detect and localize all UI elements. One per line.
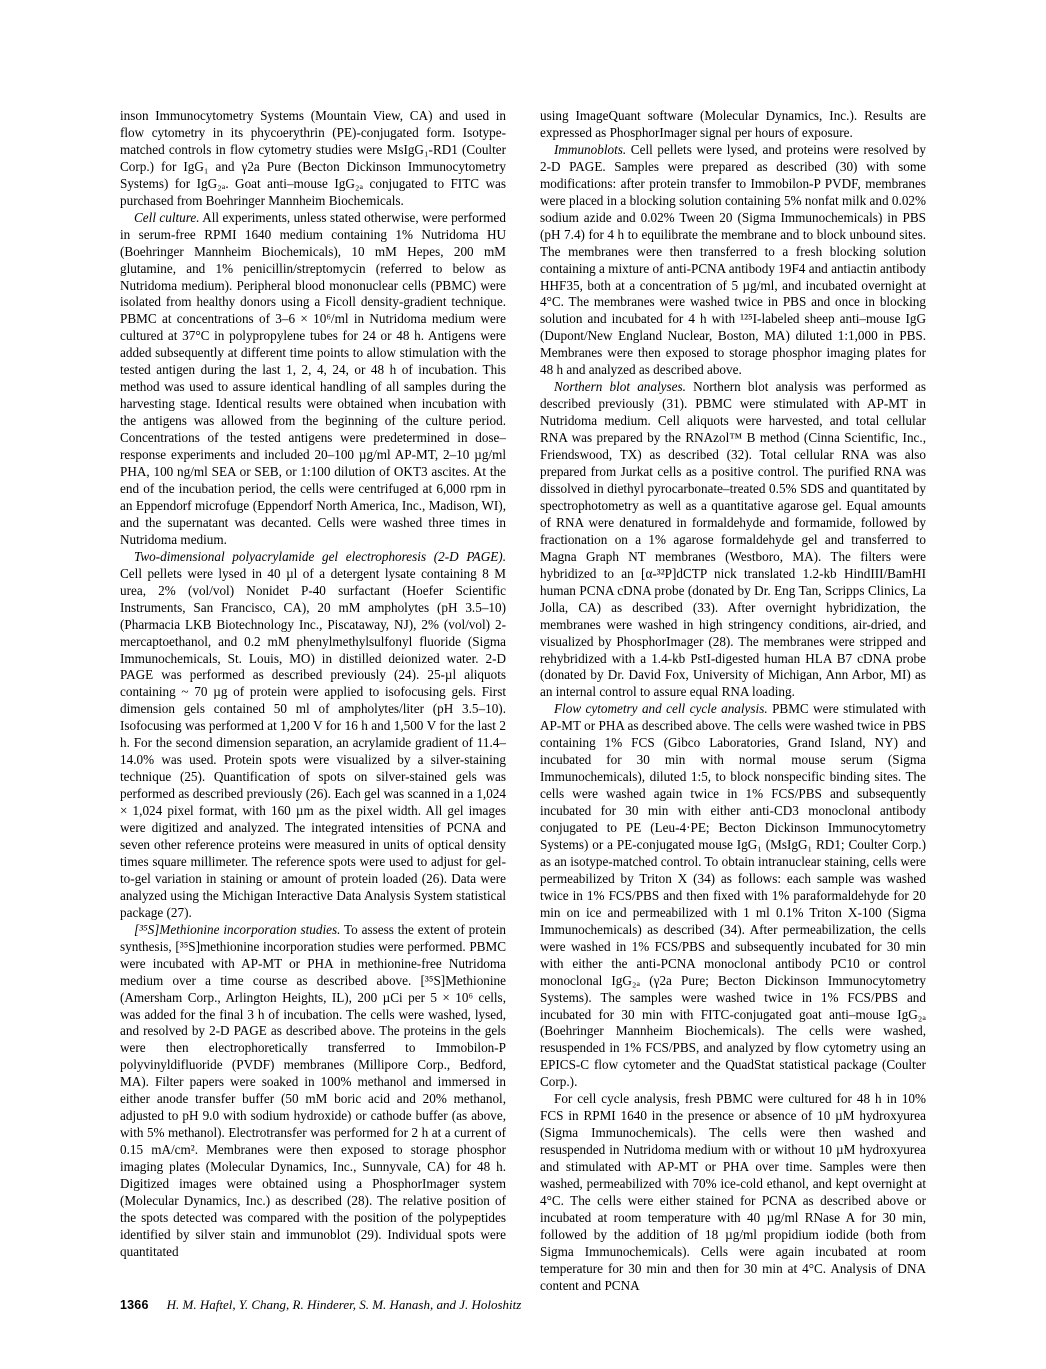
paragraph-text: Cell pellets were lysed in 40 µl of a detergent lysate containing 8 M urea, 2% (vol/vol) Nonidet P-40 surfactant (Hoefer Scientific Instruments, San Francisco, CA), 20 mM ampholytes (pH 3.5–10) (Pharmacia LKB Biotechnology Inc., Piscataway, NJ), 2% (vol/vol) 2-mercaptoethanol, and 0.2 mM phenylmethylsulfonyl fluoride (Sigma Immunochemicals, St. Louis, MO) in distilled deionized water. 2-D PAGE was performed as described previously (24). 25-µl aliquots containing ~ 70 µg of protein were applied to isofocusing gels. First dimension gels contained 50 ml of ampholytes/liter (pH 3.5–10). Isofocusing was performed at 1,200 V for 16 h and 1,500 V for the last 2 h. For the second dimension separation, an acrylamide gradient of 11.4–14.0% was used. Protein spots were visualized by a silver-staining technique (25). Quantification of spots on silver-stained gels was performed as described previously (26). Each gel was scanned in a 1,024 × 1,024 pixel format, with 160 µm as the pixel width. All gel images were digitized and analyzed. The integrated intensities of PCNA and seven other reference proteins were measured in units of optical density times square millimeter. The reference spots were used to adjust for gel-to-gel variation in staining or amount of protein loaded (26). Data were analyzed using the Michigan Interactive Data Analysis System statistical package (27). <box>120 565 506 920</box>
paragraph-text: PBMC were stimulated with AP-MT or PHA as described above. The cells were washed twice in PBS containing 1% FCS (Gibco Laboratories, Grand Island, NY) and incubated for 30 min with normal mouse serum (Sigma Immunochemicals), diluted 1:5, to block nonspecific binding sites. The cells were washed again twice in 1% FCS/PBS and subsequently incubated for 30 min with either anti-CD3 monoclonal antibody conjugated to PE (Leu-4·PE; Becton Dickinson Immunocytometry Systems) or a PE-conjugated mouse IgG₁ (MsIgG₁ RD1; Coulter Corp.) as an isotype-matched control. To obtain intranuclear staining, cells were permeabilized by Triton X (34) as follows: each sample was washed twice in 1% FCS/PBS and then fixed with 1% paraformaldehyde for 20 min on ice and permeabilized with 1 ml 0.1% Triton X-100 (Sigma Immunochemicals) as described (34). After permeabilization, the cells were washed in 1% FCS/PBS and subsequently incubated for 30 min with either the anti-PCNA monoclonal antibody PC10 or control monoclonal IgG₂ₐ (γ2a Pure; Becton Dickinson Immunocytometry Systems). The samples were washed twice in 1% FCS/PBS and incubated for 30 min with FITC-conjugated goat anti–mouse IgG₂ₐ (Boehringer Mannheim Biochemicals). The cells were washed, resuspended in 1% FCS/PBS, and analyzed by flow cytometry using an EPICS-C flow cytometer and the QuadStat statistical package (Coulter Corp.). <box>540 701 926 1090</box>
paragraph-text: All experiments, unless stated otherwise, were performed in serum-free RPMI 1640 medium containing 1% Nutridoma HU (Boehringer Mannheim Biochemicals), 10 mM Hepes, 200 mM glutamine, and 1% penicillin/streptomycin (referred to below as Nutridoma medium). Peripheral blood mononuclear cells (PBMC) were isolated from healthy donors using a Ficoll density-gradient technique. PBMC at concentrations of 3–6 × 10⁶/ml in Nutridoma medium were cultured at 37°C in polypropylene tubes for 24 or 48 h. Antigens were added subsequently at different time points to allow stimulation with the tested antigen during the last 1, 2, 4, 24, or 48 h of incubation. This method was used to assure identical handling of all samples during the harvesting stage. Identical results were obtained when incubation with the antigens was allowed from the beginning of the culture period. Concentrations of the tested antigens were predetermined in dose–response experiments and included 20–100 µg/ml AP-MT, 2–10 µg/ml PHA, 100 ng/ml SEA or SEB, or 1:100 dilution of OKT3 ascites. At the end of the incubation period, the cells were centrifuged at 6,000 rpm in an Eppendorf microfuge (Eppendorf North America, Inc., Madison, WI), and the supernatant was decanted. Cells were washed three times in Nutridoma medium. <box>120 209 506 547</box>
paragraph-continued: inson Immunocytometry Systems (Mountain View, CA) and used in flow cytometry in its phycoerythrin (PE)-conjugated form. Isotype-matched controls in flow cytometry studies were MsIgG₁-RD1 (Coulter Corp.) for IgG₁ and γ2a Pure (Becton Dickinson Immunocytometry Systems) for IgG₂ₐ. Goat anti–mouse IgG₂ₐ conjugated to FITC was purchased from Boehringer Mannheim Biochemicals. <box>120 108 506 208</box>
section-heading-cell-culture: Cell culture. <box>134 209 200 225</box>
section-heading-2d-page: Two-dimensional polyacrylamide gel electrophoresis (2-D PAGE). <box>134 548 506 564</box>
left-column <box>120 108 506 1259</box>
section-heading-methionine: [³⁵S]Methionine incorporation studies. <box>134 921 341 937</box>
section-heading-flow-cytometry: Flow cytometry and cell cycle analysis. <box>554 701 768 717</box>
paragraph-text: Cell pellets were lysed, and proteins were resolved by 2-D PAGE. Samples were prepared as described (30) with some modifications: after protein transfer to Immobilon-P PVDF, membranes were placed in a blocking solution containing 5% nonfat milk and 0.02% sodium azide and 0.02% Tween 20 (Sigma Immunochemicals) in PBS (pH 7.4) for 4 h to equilibrate the membrane and to block unbound sites. The membranes were then transferred to a fresh blocking solution containing a mixture of anti-PCNA antibody 19F4 and antiactin antibody HHF35, both at a concentration of 5 µg/ml, and incubated overnight at 4°C. The membranes were washed twice in PBS and once in blocking solution and incubated for 4 h with ¹²⁵I-labeled sheep anti–mouse IgG (Dupont/New England Nuclear, Boston, MA) diluted 1:1,000 in PBS. Membranes were then exposed to storage phosphor imaging plates for 48 h and analyzed as described above. <box>540 141 926 378</box>
section-heading-northern-blot: Northern blot analyses. <box>554 379 686 395</box>
section-heading-immunoblots: Immunoblots. <box>554 141 627 157</box>
paragraph-continued: using ImageQuant software (Molecular Dynamics, Inc.). Results are expressed as PhosphorImager signal per hours of exposure. <box>540 108 926 140</box>
paragraph-text: To assess the extent of protein synthesis, [³⁵S]methionine incorporation studies were performed. PBMC were incubated with AP-MT or PHA in methionine-free Nutridoma medium over a time course as described above. [³⁵S]Methionine (Amersham Corp., Arlington Heights, IL), 200 µCi per 5 × 10⁶ cells, was added for the final 3 h of incubation. The cells were washed, lysed, and resolved by 2-D PAGE as described above. The proteins in the gels were then electrophoretically transferred to Immobilon-P polyvinyldifluoride (PVDF) membranes (Millipore Corp., Bedford, MA). Filter papers were soaked in 100% methanol and immersed in either anode transfer buffer (50 mM boric acid and 20% methanol, adjusted to pH 9.0 with sodium hydroxide) or cathode buffer (as above, with 5% methanol). Electrotransfer was performed for 2 h at a current of 0.15 mA/cm². Membranes were then exposed to storage phosphor imaging plates (Molecular Dynamics, Inc., Sunnyvale, CA) for 48 h. Digitized images were obtained using a PhosphorImager system (Molecular Dynamics, Inc.) as described (28). The relative position of the spots detected was compared with the position of the polypeptides identified by silver stain and immunoblot (29). Individual spots were quantitated <box>120 921 506 1259</box>
page-footer <box>120 1297 930 1313</box>
paragraph-flow-cytometry <box>540 701 926 1091</box>
paragraph-cell-culture <box>120 210 506 549</box>
running-authors: H. M. Haftel, Y. Chang, R. Hinderer, S. M. Hanash, and J. Holoshitz <box>166 1297 522 1312</box>
paragraph-text: Northern blot analysis was performed as described previously (31). PBMC were stimulated with AP-MT in Nutridoma medium. Cell aliquots were harvested, and total cellular RNA was prepared by the RNAzol™ B method (Cinna Scientific, Inc., Friendswood, TX) as described (32). Total cellular RNA was also prepared from Jurkat cells as a positive control. The purified RNA was dissolved in diethyl pyrocarbonate–treated 0.5% SDS and quantitated by spectrophotometry as well as a quantitative agarose gel. Equal amounts of RNA were denatured in formaldehyde and formamide, followed by fractionation on a 1% agarose formaldehyde gel and transferred to Magna Graph NT membranes (Westboro, MA). The filters were hybridized to an [α-³²P]dCTP nick translated 1.2-kb HindIII/BamHI human PCNA cDNA probe (donated by Dr. Eng Tan, Scripps Clinics, La Jolla, CA) as described (33). After overnight hybridization, the membranes were washed in high stringency conditions, air-dried, and visualized by PhosphorImager (28). The membranes were stripped and rehybridized with a 1.4-kb PstI-digested human HLA B7 cDNA probe (donated by Dr. David Fox, University of Michigan, Ann Arbor, MI) as an internal control to assure equal RNA loading. <box>540 379 926 700</box>
paragraph-methionine <box>120 922 506 1261</box>
page-number: 1366 <box>120 1298 149 1312</box>
right-column <box>540 108 926 1293</box>
paragraph-cell-cycle: For cell cycle analysis, fresh PBMC were cultured for 48 h in 10% FCS in RPMI 1640 in the presence or absence of 10 µM hydroxyurea (Sigma Immunochemicals). The cells were then washed and resuspended in Nutridoma medium with or without 10 µM hydroxyurea and stimulated with AP-MT or PHA over time. Samples were then washed, permeabilized with 70% ice-cold ethanol, and kept overnight at 4°C. The cells were either stained for PCNA as described above or incubated at room temperature with 40 µg/ml RNase A for 30 min, followed by the addition of 18 µg/ml propidium iodide (both from Sigma Immunochemicals). Cells were again incubated at room temperature for 30 min and then for 30 min at 4°C. Analysis of DNA content and PCNA <box>540 1091 926 1293</box>
paragraph-2d-page <box>120 549 506 922</box>
two-column-body <box>120 108 926 1293</box>
paragraph-immunoblots <box>540 142 926 379</box>
paragraph-northern-blot <box>540 379 926 701</box>
